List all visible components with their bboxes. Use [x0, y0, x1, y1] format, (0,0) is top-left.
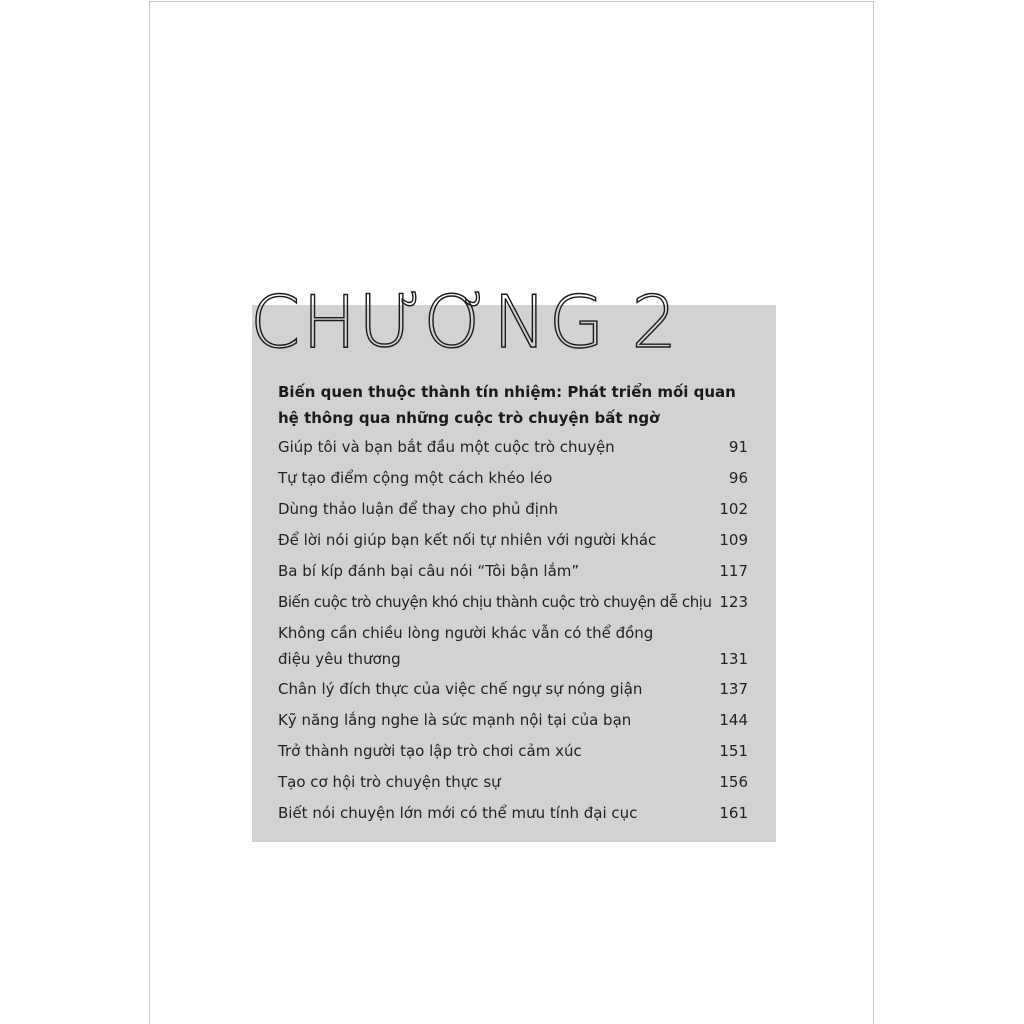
toc-entry-page: 144: [719, 711, 748, 729]
toc-entry: [278, 465, 748, 491]
toc-entry: [278, 620, 748, 672]
toc-entry-page: 117: [719, 562, 748, 580]
toc-entry: [278, 558, 748, 584]
toc-entry-page: 156: [719, 773, 748, 791]
toc-entry: [278, 707, 748, 733]
toc-entry-page: 161: [719, 804, 748, 822]
toc-entry-title: Ba bí kíp đánh bại câu nói “Tôi bận lắm”: [278, 562, 580, 580]
toc-entry: [278, 434, 748, 460]
chapter-subtitle: Biến quen thuộc thành tín nhiệm: Phát triển mối quan hệ thông qua những cuộc trò chuyện bất ngờ: [278, 383, 736, 427]
toc-entry: [278, 769, 748, 795]
toc-entry-title: Không cần chiều lòng người khác vẫn có thể đồng điệu yêu thương: [278, 624, 654, 668]
toc-entry-title: Biến cuộc trò chuyện khó chịu thành cuộc trò chuyện dễ chịu: [278, 593, 712, 611]
toc-entry-title: Dùng thảo luận để thay cho phủ định: [278, 500, 558, 518]
toc-entry-page: 151: [719, 742, 748, 760]
toc-entry: [278, 800, 748, 826]
toc-entry-page: 123: [719, 593, 748, 611]
toc-entry-page: 131: [719, 650, 748, 668]
toc-entry-page: 102: [719, 500, 748, 518]
toc-entry-title: Trở thành người tạo lập trò chơi cảm xúc: [278, 742, 582, 760]
toc-entry: [278, 527, 748, 553]
toc-entry-title: Tự tạo điểm cộng một cách khéo léo: [278, 469, 553, 487]
toc-entry: [278, 738, 748, 764]
toc-entry-title: Giúp tôi và bạn bắt đầu một cuộc trò chuyện: [278, 438, 615, 456]
toc-entry-page: 137: [719, 680, 748, 698]
toc-entry-page: 109: [719, 531, 748, 549]
toc-entry-title: Tạo cơ hội trò chuyện thực sự: [278, 773, 501, 791]
toc-entry: [278, 676, 748, 702]
toc-entry: [278, 496, 748, 522]
toc-entry-title: Để lời nói giúp bạn kết nối tự nhiên với người khác: [278, 531, 657, 549]
toc-entry-page: 96: [728, 469, 748, 487]
toc-entry-title: Chân lý đích thực của việc chế ngự sự nóng giận: [278, 680, 643, 698]
toc-entry-title: Kỹ năng lắng nghe là sức mạnh nội tại của bạn: [278, 711, 632, 729]
toc-entry-page: 91: [728, 438, 748, 456]
chapter-title: CHƯƠNG 2: [250, 280, 680, 364]
toc-entry-title: Biết nói chuyện lớn mới có thể mưu tính đại cục: [278, 804, 638, 822]
toc-entry: [278, 589, 748, 615]
